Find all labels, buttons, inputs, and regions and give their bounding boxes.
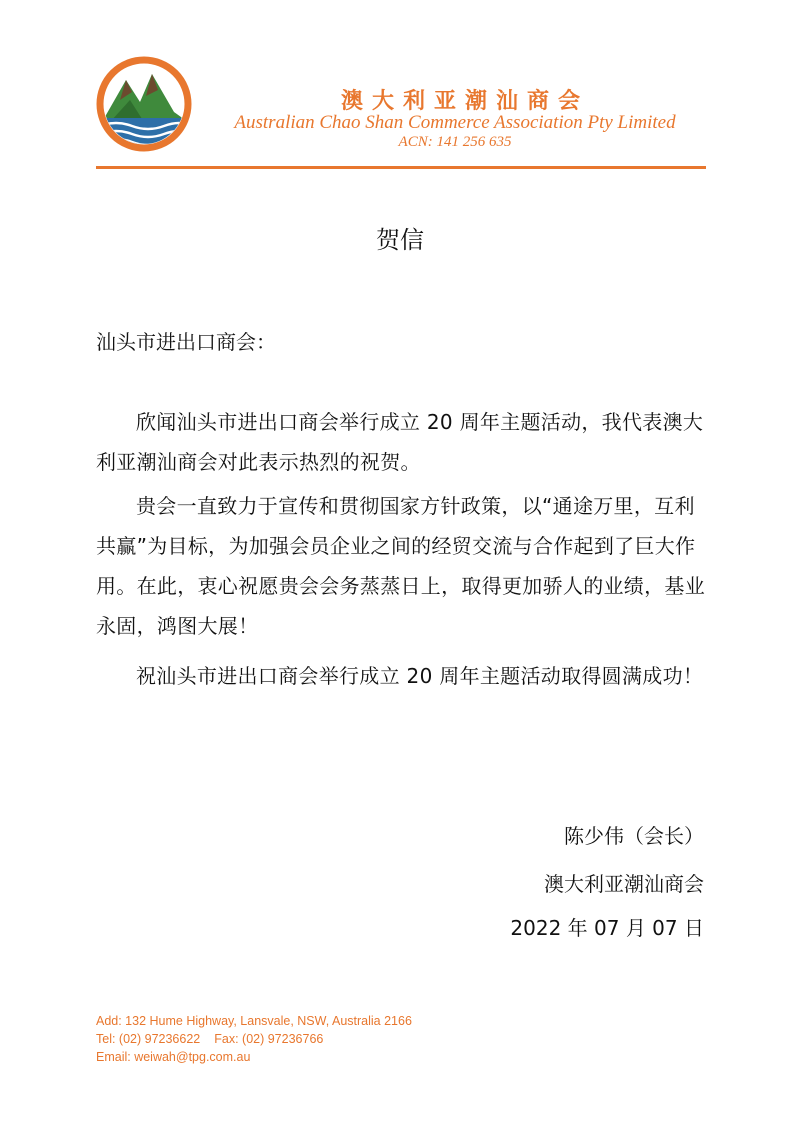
organization-name-english: Australian Chao Shan Commerce Association Pty Limited xyxy=(234,112,676,133)
footer-phone-line xyxy=(96,1030,412,1048)
footer-tel: Tel: (02) 97236622 xyxy=(96,1032,201,1046)
letter-paragraph-2: 贵会一直致力于宣传和贯彻国家方针政策，以“通途万里，互利共赢”为目标，为加强会员企业之间的经贸交流与合作起到了巨大作用。在此，衷心祝愿贵会会务蒸蒸日上，取得更加骄人的业绩，基业永固，鸿图大展！ xyxy=(96,494,705,638)
footer-fax: Fax: (02) 97236766 xyxy=(214,1032,324,1046)
letter-date: 2022 年 07 月 07 日 xyxy=(510,916,704,940)
organization-name-chinese: 澳大利亚潮汕商会 xyxy=(340,89,589,114)
letterhead-footer xyxy=(96,1012,412,1066)
letter-paragraph-3: 祝汕头市进出口商会举行成立 20 周年主题活动取得圆满成功！ xyxy=(136,664,704,688)
footer-address: Add: 132 Hume Highway, Lansvale, NSW, Australia 2166 xyxy=(96,1014,412,1028)
signatory-name: 陈少伟（会长） xyxy=(564,824,704,848)
footer-email: Email: weiwah@tpg.com.au xyxy=(96,1050,251,1064)
letter-title: 贺信 xyxy=(376,226,424,254)
signatory-organization: 澳大利亚潮汕商会 xyxy=(544,872,704,896)
letterhead-divider xyxy=(96,166,706,169)
association-logo xyxy=(96,56,192,152)
letter-salutation: 汕头市进出口商会： xyxy=(96,330,276,354)
organization-acn: ACN: 141 256 635 xyxy=(398,134,512,150)
letter-paragraph-1: 欣闻汕头市进出口商会举行成立 20 周年主题活动，我代表澳大利亚潮汕商会对此表示热烈的祝贺。 xyxy=(96,410,704,474)
